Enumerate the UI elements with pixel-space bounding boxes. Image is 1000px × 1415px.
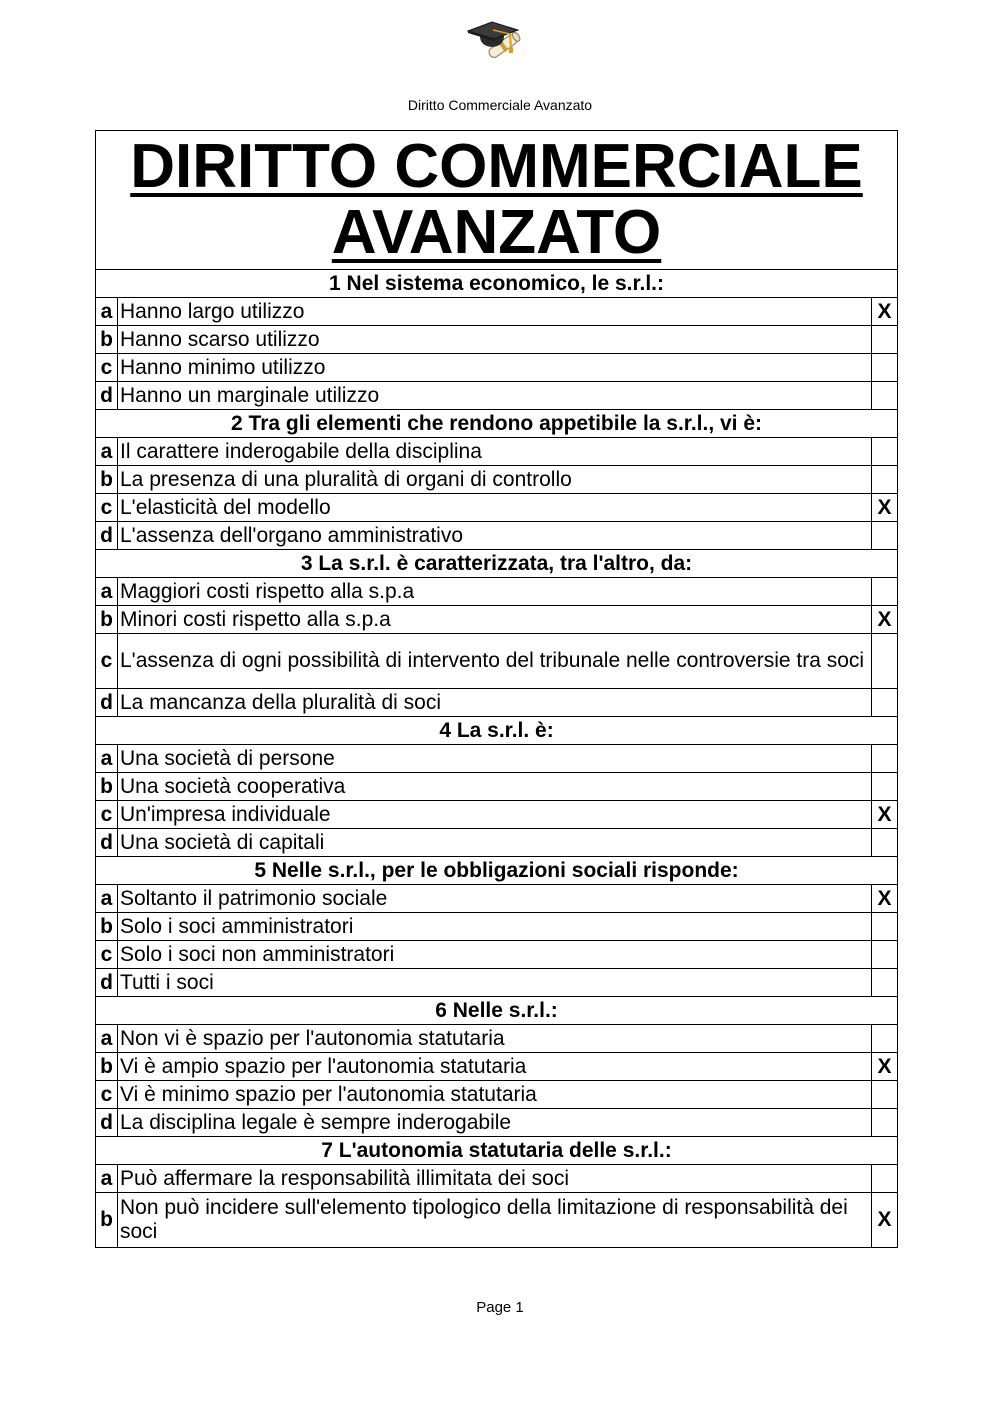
question-heading: 4 La s.r.l. è:	[96, 717, 898, 745]
answer-letter: c	[96, 354, 118, 382]
answer-mark	[872, 578, 898, 606]
answer-mark	[872, 745, 898, 773]
answer-text: Soltanto il patrimonio sociale	[118, 885, 872, 913]
answer-row	[96, 1053, 898, 1081]
answer-letter: b	[96, 466, 118, 494]
document-title: DIRITTO COMMERCIALE AVANZATO	[130, 132, 863, 267]
page-footer: Page 1	[476, 1299, 524, 1316]
answer-letter: c	[96, 494, 118, 522]
answer-mark: X	[872, 801, 898, 829]
answer-row	[96, 1165, 898, 1193]
answer-text: Vi è ampio spazio per l'autonomia statutaria	[118, 1053, 872, 1081]
answer-letter: a	[96, 578, 118, 606]
question-row	[96, 997, 898, 1025]
title-cell	[96, 131, 898, 270]
answer-letter: c	[96, 801, 118, 829]
answer-mark: X	[872, 606, 898, 634]
answer-mark: X	[872, 1193, 898, 1248]
answer-letter: d	[96, 829, 118, 857]
answer-mark	[872, 913, 898, 941]
answer-mark	[872, 466, 898, 494]
answer-mark	[872, 354, 898, 382]
answer-letter: b	[96, 913, 118, 941]
answer-row	[96, 494, 898, 522]
answer-row	[96, 829, 898, 857]
answer-text: La presenza di una pluralità di organi di controllo	[118, 466, 872, 494]
answer-letter: d	[96, 689, 118, 717]
answer-text: Minori costi rispetto alla s.p.a	[118, 606, 872, 634]
question-heading: 1 Nel sistema economico, le s.r.l.:	[96, 270, 898, 298]
answer-text: Hanno largo utilizzo	[118, 298, 872, 326]
answer-row	[96, 382, 898, 410]
answer-letter: a	[96, 885, 118, 913]
answer-letter: a	[96, 298, 118, 326]
answer-text: Hanno un marginale utilizzo	[118, 382, 872, 410]
answer-mark	[872, 1081, 898, 1109]
answer-mark	[872, 522, 898, 550]
answer-text: Solo i soci non amministratori	[118, 941, 872, 969]
answer-mark	[872, 829, 898, 857]
answer-text: L'elasticità del modello	[118, 494, 872, 522]
answer-row	[96, 969, 898, 997]
answer-row	[96, 689, 898, 717]
answer-row	[96, 438, 898, 466]
question-heading: 3 La s.r.l. è caratterizzata, tra l'altro, da:	[96, 550, 898, 578]
answer-letter: a	[96, 1165, 118, 1193]
quiz-table	[95, 130, 898, 1248]
answer-mark	[872, 773, 898, 801]
answer-row	[96, 634, 898, 689]
graduation-cap-diploma-icon	[466, 20, 528, 62]
answer-letter: d	[96, 382, 118, 410]
answer-letter: d	[96, 522, 118, 550]
answer-row	[96, 801, 898, 829]
answer-mark	[872, 1165, 898, 1193]
answer-row	[96, 1025, 898, 1053]
question-row	[96, 857, 898, 885]
question-heading: 2 Tra gli elementi che rendono appetibile la s.r.l., vi è:	[96, 410, 898, 438]
answer-row	[96, 885, 898, 913]
answer-text: La mancanza della pluralità di soci	[118, 689, 872, 717]
answer-row	[96, 1193, 898, 1248]
question-row	[96, 550, 898, 578]
answer-text: Solo i soci amministratori	[118, 913, 872, 941]
answer-text: Hanno scarso utilizzo	[118, 326, 872, 354]
answer-text: Una società di capitali	[118, 829, 872, 857]
answer-row	[96, 522, 898, 550]
answer-row	[96, 298, 898, 326]
answer-text: Un'impresa individuale	[118, 801, 872, 829]
answer-text: Una società di persone	[118, 745, 872, 773]
answer-letter: d	[96, 969, 118, 997]
answer-mark	[872, 438, 898, 466]
answer-mark	[872, 1109, 898, 1137]
question-heading: 6 Nelle s.r.l.:	[96, 997, 898, 1025]
question-row	[96, 1137, 898, 1165]
answer-letter: c	[96, 1081, 118, 1109]
answer-letter: c	[96, 941, 118, 969]
answer-text: L'assenza di ogni possibilità di intervento del tribunale nelle controversie tra soci	[118, 634, 872, 689]
question-row	[96, 410, 898, 438]
answer-letter: c	[96, 634, 118, 689]
answer-mark	[872, 689, 898, 717]
answer-mark: X	[872, 885, 898, 913]
answer-text: L'assenza dell'organo amministrativo	[118, 522, 872, 550]
answer-row	[96, 745, 898, 773]
answer-mark	[872, 1025, 898, 1053]
answer-text: Tutti i soci	[118, 969, 872, 997]
answer-row	[96, 326, 898, 354]
answer-row	[96, 606, 898, 634]
answer-row	[96, 773, 898, 801]
answer-letter: b	[96, 1053, 118, 1081]
answer-text: Non può incidere sull'elemento tipologico della limitazione di responsabilità dei soci	[118, 1193, 872, 1248]
answer-text: Può affermare la responsabilità illimitata dei soci	[118, 1165, 872, 1193]
answer-row	[96, 578, 898, 606]
question-row	[96, 270, 898, 298]
answer-letter: d	[96, 1109, 118, 1137]
question-heading: 5 Nelle s.r.l., per le obbligazioni sociali risponde:	[96, 857, 898, 885]
answer-letter: a	[96, 1025, 118, 1053]
answer-letter: b	[96, 326, 118, 354]
answer-row	[96, 941, 898, 969]
answer-letter: b	[96, 1193, 118, 1248]
answer-row	[96, 1081, 898, 1109]
answer-mark	[872, 941, 898, 969]
answer-text: Il carattere inderogabile della disciplina	[118, 438, 872, 466]
answer-text: Una società cooperativa	[118, 773, 872, 801]
page-header: Diritto Commerciale Avanzato	[407, 97, 593, 113]
answer-mark: X	[872, 298, 898, 326]
answer-row	[96, 466, 898, 494]
answer-row	[96, 913, 898, 941]
answer-letter: a	[96, 745, 118, 773]
answer-mark: X	[872, 494, 898, 522]
question-heading: 7 L'autonomia statutaria delle s.r.l.:	[96, 1137, 898, 1165]
answer-text: Vi è minimo spazio per l'autonomia statutaria	[118, 1081, 872, 1109]
answer-text: La disciplina legale è sempre inderogabile	[118, 1109, 872, 1137]
question-row	[96, 717, 898, 745]
answer-text: Maggiori costi rispetto alla s.p.a	[118, 578, 872, 606]
answer-mark	[872, 382, 898, 410]
answer-mark: X	[872, 1053, 898, 1081]
answer-mark	[872, 326, 898, 354]
answer-letter: a	[96, 438, 118, 466]
answer-letter: b	[96, 606, 118, 634]
answer-text: Non vi è spazio per l'autonomia statutaria	[118, 1025, 872, 1053]
answer-letter: b	[96, 773, 118, 801]
answer-text: Hanno minimo utilizzo	[118, 354, 872, 382]
answer-row	[96, 354, 898, 382]
answer-mark	[872, 969, 898, 997]
answer-row	[96, 1109, 898, 1137]
answer-mark	[872, 634, 898, 689]
